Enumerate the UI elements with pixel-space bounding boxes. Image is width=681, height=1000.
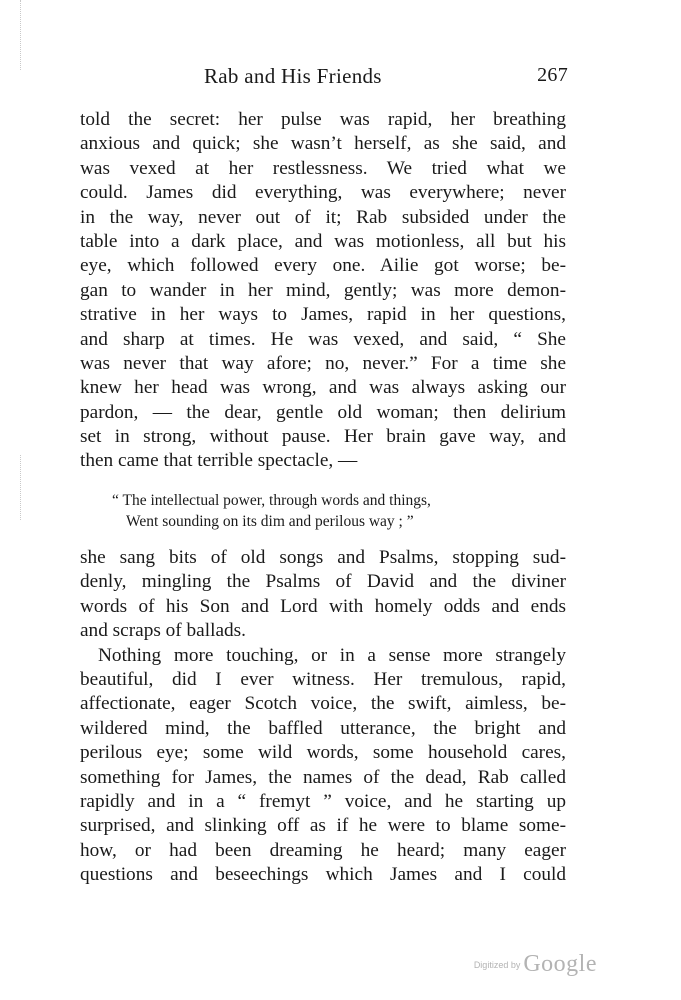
- text-line: beautiful, did I ever witness. Her tremulous, rapid,: [80, 668, 566, 690]
- verse-quotation: [112, 490, 512, 532]
- text-line: she sang bits of old songs and Psalms, stopping sud-: [80, 547, 566, 568]
- page-number: 267: [537, 64, 568, 86]
- text-line: table into a dark place, and was motionless, all but his: [80, 230, 566, 252]
- text-line: told the secret: her pulse was rapid, her breathing: [80, 109, 566, 130]
- text-line: and scraps of ballads.: [80, 620, 246, 642]
- scan-edge-mark-lower: [20, 455, 21, 520]
- text-line: and sharp at times. He was vexed, and said, “ She: [80, 328, 566, 350]
- digitized-by-google-watermark: [474, 951, 597, 978]
- text-line: anxious and quick; she wasn’t herself, as she said, and: [80, 133, 566, 155]
- running-title: Rab and His Friends: [204, 64, 382, 88]
- text-line: pardon, — the dear, gentle old woman; then delirium: [80, 401, 566, 423]
- text-line: perilous eye; some wild words, some household cares,: [80, 742, 566, 764]
- text-line: affectionate, eager Scotch voice, the swift, aimless, be-: [80, 693, 566, 715]
- text-line: rapidly and in a “ fremyt ” voice, and he starting up: [80, 790, 566, 812]
- text-line: knew her head was wrong, and was always asking our: [80, 377, 566, 399]
- text-line: eye, which followed every one. Ailie got worse; be-: [80, 255, 566, 277]
- text-line: Nothing more touching, or in a sense more strangely: [98, 644, 566, 666]
- text-line: in the way, never out of it; Rab subsided under the: [80, 206, 566, 228]
- text-line: set in strong, without pause. Her brain gave way, and: [80, 426, 566, 448]
- text-line: something for James, the names of the dead, Rab called: [80, 766, 566, 788]
- quote-line: “ The intellectual power, through words and things,: [112, 492, 431, 509]
- text-line: questions and beseechings which James and I could: [80, 864, 566, 886]
- google-logo: Google: [523, 951, 597, 977]
- quote-line: Went sounding on its dim and perilous way ; ”: [126, 513, 414, 530]
- text-line: denly, mingling the Psalms of David and the diviner: [80, 571, 566, 593]
- scan-edge-mark: [20, 0, 21, 70]
- watermark-prefix: Digitized by: [473, 960, 521, 970]
- text-line: gan to wander in her mind, gently; was more demon-: [80, 279, 566, 301]
- text-line: how, or had been dreaming he heard; many eager: [80, 839, 566, 861]
- paragraphs-lower: [80, 546, 566, 887]
- text-line: was never that way afore; no, never.” For a time she: [80, 352, 566, 374]
- text-line: words of his Son and Lord with homely odds and ends: [80, 595, 566, 617]
- running-head: [84, 64, 568, 90]
- text-line: surprised, and slinking off as if he were to blame some-: [80, 815, 566, 837]
- text-line: could. James did everything, was everywhere; never: [80, 182, 566, 204]
- text-line: was vexed at her restlessness. We tried what we: [80, 157, 566, 179]
- text-line: strative in her ways to James, rapid in her questions,: [80, 304, 566, 326]
- paragraph-continued: [80, 108, 566, 474]
- text-line: then came that terrible spectacle, —: [80, 450, 358, 472]
- text-line: wildered mind, the baffled utterance, the bright and: [80, 717, 566, 739]
